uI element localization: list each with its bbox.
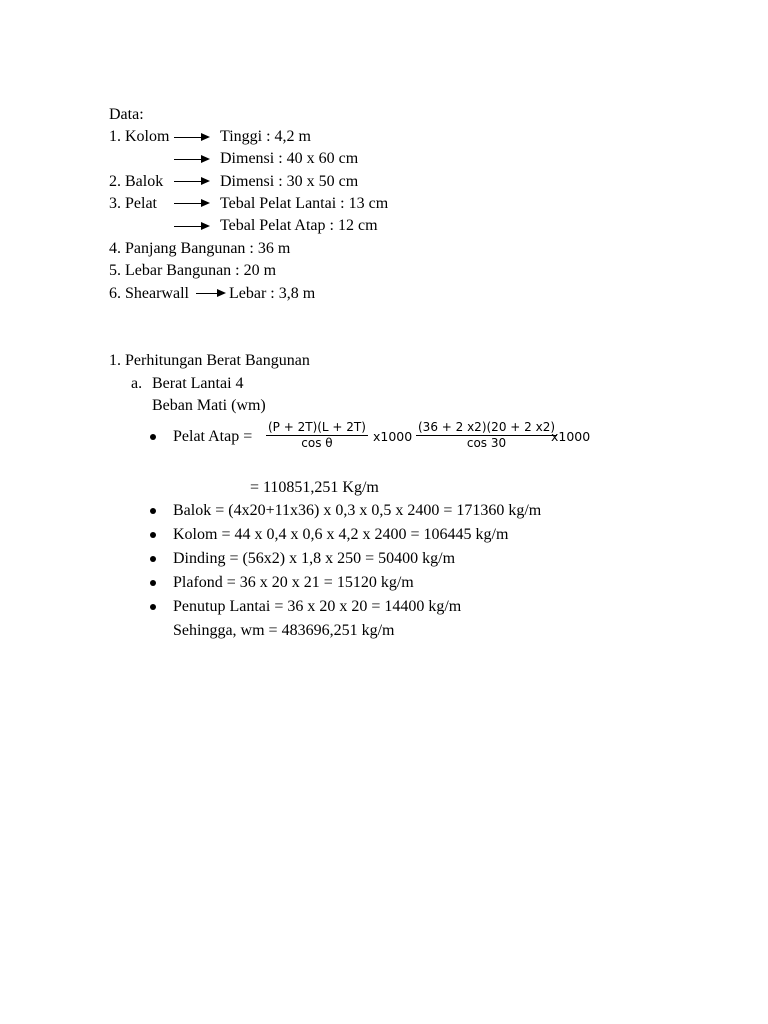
bullet-icon: [150, 556, 156, 562]
bullet-icon: [150, 508, 156, 514]
panjang-bangunan: 4. Panjang Bangunan : 36 m: [109, 240, 291, 257]
fraction-denominator: cos θ: [301, 436, 333, 450]
fraction-numerator: (P + 2T)(L + 2T): [268, 420, 366, 434]
formula-fraction-general: [266, 420, 368, 451]
multiplier-text: x1000: [373, 429, 413, 444]
arrow-icon: [174, 159, 208, 160]
data-heading: Data:: [109, 106, 144, 123]
bullet-icon: [150, 580, 156, 586]
bullet-icon: [150, 434, 156, 440]
calc-heading: 1. Perhitungan Berat Bangunan: [109, 352, 310, 369]
fraction-numerator: (36 + 2 x2)(20 + 2 x2): [418, 420, 556, 434]
bullet-icon: [150, 532, 156, 538]
shearwall-lebar: Lebar : 3,8 m: [229, 285, 316, 302]
pelat-lantai: Tebal Pelat Lantai : 13 cm: [220, 195, 389, 212]
balok-label: 2. Balok: [109, 173, 164, 190]
list-item-kolom: Kolom = 44 x 0,4 x 0,6 x 4,2 x 2400 = 106445 kg/m: [173, 526, 509, 543]
kolom-tinggi: Tinggi : 4,2 m: [220, 128, 311, 145]
fraction-denominator: cos 30: [466, 436, 507, 450]
bullet-icon: [150, 604, 156, 610]
pelat-atap: Tebal Pelat Atap : 12 cm: [220, 217, 378, 234]
kolom-label: 1. Kolom: [109, 128, 170, 145]
beban-mati-title: Beban Mati (wm): [152, 397, 266, 414]
arrow-icon: [196, 293, 224, 294]
arrow-icon: [174, 181, 208, 182]
total-wm: Sehingga, wm = 483696,251 kg/m: [173, 622, 395, 639]
formula-fraction-numeric: [416, 420, 557, 451]
arrow-icon: [174, 226, 208, 227]
lebar-bangunan: 5. Lebar Bangunan : 20 m: [109, 262, 277, 279]
multiplier-text: x1000: [551, 429, 591, 444]
pelat-atap-label: Pelat Atap =: [173, 428, 253, 445]
pelat-atap-result: = 110851,251 Kg/m: [250, 479, 379, 496]
kolom-dimensi: Dimensi : 40 x 60 cm: [220, 150, 359, 167]
balok-dimensi: Dimensi : 30 x 50 cm: [220, 173, 359, 190]
shearwall-label: 6. Shearwall: [109, 285, 189, 302]
list-item-dinding: Dinding = (56x2) x 1,8 x 250 = 50400 kg/m: [173, 550, 456, 567]
list-item-balok: Balok = (4x20+11x36) x 0,3 x 0,5 x 2400 = 171360 kg/m: [173, 502, 542, 519]
list-item-penutup-lantai: Penutup Lantai = 36 x 20 x 20 = 14400 kg/m: [173, 598, 462, 615]
sub-a-title: Berat Lantai 4: [152, 375, 244, 392]
list-item-plafond: Plafond = 36 x 20 x 21 = 15120 kg/m: [173, 574, 414, 591]
sub-a-marker: a.: [131, 375, 143, 392]
pelat-label: 3. Pelat: [109, 195, 157, 212]
arrow-icon: [174, 137, 208, 138]
arrow-icon: [174, 203, 208, 204]
